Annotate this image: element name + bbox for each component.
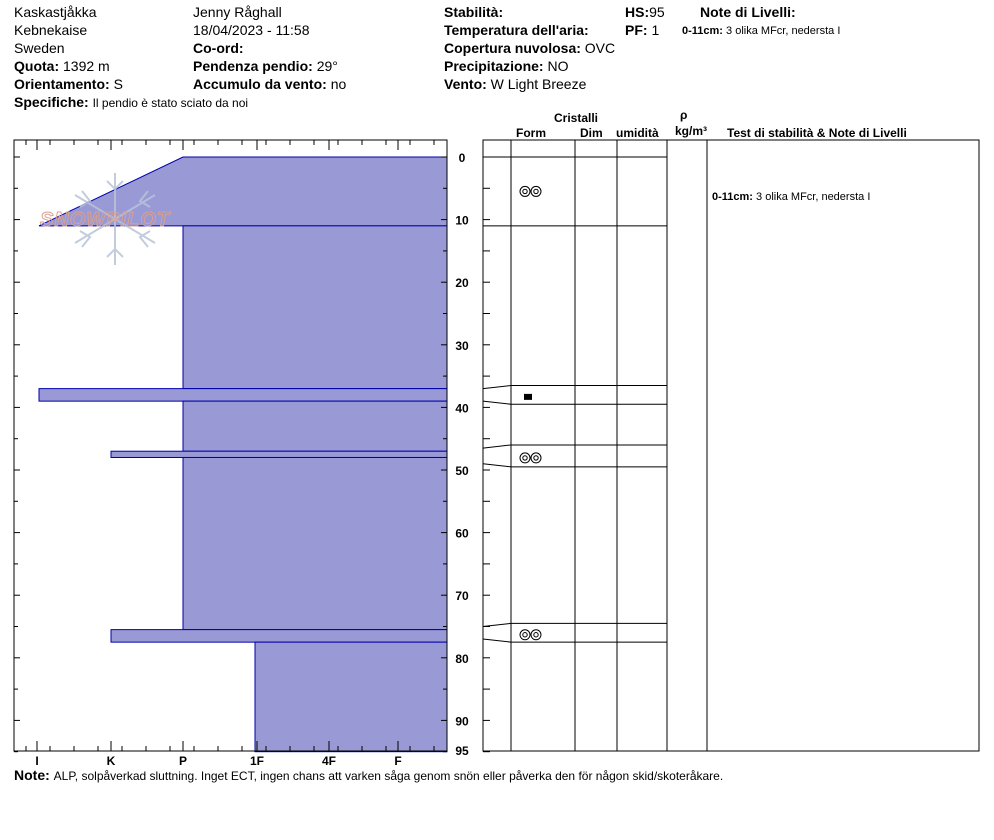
dim-header: Dim xyxy=(580,126,603,140)
density-unit-header: kg/m³ xyxy=(675,124,708,138)
pf-label: PF: xyxy=(625,22,648,38)
melt-freeze-crust-icon-inner xyxy=(523,189,527,193)
wind-loading-value: no xyxy=(330,76,347,92)
precip-value: NO xyxy=(547,58,569,74)
crystals-header: Cristalli xyxy=(554,111,599,125)
slope-label: Pendenza pendio: xyxy=(193,58,313,74)
layer-note xyxy=(712,189,870,206)
depth-label-70: 70 xyxy=(455,589,469,604)
hardness-layer-5 xyxy=(183,457,447,629)
layer-note-range: 0-11cm: xyxy=(712,191,753,203)
header-layer-note-range: 0-11cm: xyxy=(682,25,723,37)
hardness-label-K: K xyxy=(106,754,116,768)
hs-value: 95 xyxy=(649,4,665,20)
observation-datetime: 18/04/2023 - 11:58 xyxy=(193,22,310,38)
layer-notes-label: Note di Livelli: xyxy=(700,4,796,20)
cloud-value: OVC xyxy=(584,40,616,56)
observer-name: Jenny Råghall xyxy=(193,4,282,20)
hardness-label-F: F xyxy=(394,754,402,768)
wind-value: W Light Breeze xyxy=(490,76,587,92)
coord-label: Co-ord: xyxy=(193,40,244,56)
pf-value: 1 xyxy=(651,22,660,38)
depth-label-95: 95 xyxy=(455,744,469,758)
hardness-layer-2 xyxy=(39,389,447,402)
tests-header: Test di stabilità & Note di Livelli xyxy=(727,126,907,140)
crystal-connector-bottom-2 xyxy=(483,464,511,467)
melt-freeze-crust-icon xyxy=(531,453,541,463)
hardness-layer-4 xyxy=(111,451,447,457)
melt-freeze-crust-icon xyxy=(520,186,530,196)
crystal-connector-bottom-1 xyxy=(483,401,511,404)
wind-label: Vento: xyxy=(444,76,487,92)
depth-label-0: 0 xyxy=(458,151,466,165)
depth-label-40: 40 xyxy=(455,401,469,416)
humidity-header: umidità xyxy=(616,126,659,140)
hardness-layer-6 xyxy=(111,630,447,643)
depth-label-20: 20 xyxy=(455,276,469,291)
specifics-label: Specifiche: xyxy=(14,94,89,110)
aspect-value: S xyxy=(113,76,123,92)
footer-note xyxy=(14,767,723,785)
elevation-label: Quota: xyxy=(14,58,60,74)
depth-label-30: 30 xyxy=(455,338,469,353)
rho-header: ρ xyxy=(680,108,688,122)
air-temp-label: Temperatura dell'aria: xyxy=(444,22,589,38)
cloud-label: Copertura nuvolosa: xyxy=(444,40,581,56)
depth-label-80: 80 xyxy=(455,651,469,666)
hardness-layer-3 xyxy=(183,401,447,451)
crystal-connector-top-3 xyxy=(483,623,511,626)
melt-freeze-crust-icon-inner xyxy=(534,189,538,193)
melt-freeze-crust-icon xyxy=(520,630,530,640)
melt-freeze-crust-icon-inner xyxy=(534,633,538,637)
melt-freeze-crust-icon-inner xyxy=(523,633,527,637)
footer-note-text: ALP, solpåverkad sluttning. Inget ECT, ingen chans att varken såga genom snön eller påverka den för någon skid/skoteråkare. xyxy=(53,769,724,783)
melt-freeze-crust-icon xyxy=(531,630,541,640)
stability-label: Stabilità: xyxy=(444,4,504,20)
slope-value: 29° xyxy=(316,58,338,74)
area-name: Kebnekaise xyxy=(14,22,88,38)
aspect-label: Orientamento: xyxy=(14,76,110,92)
depth-label-10: 10 xyxy=(455,213,469,228)
logo-text: SNOWPILOT xyxy=(40,209,171,231)
form-header: Form xyxy=(516,126,546,140)
crystal-frame xyxy=(483,140,979,751)
hardness-label-4F: 4F xyxy=(321,754,337,768)
footer-note-label: Note: xyxy=(14,767,50,783)
depth-label-60: 60 xyxy=(455,526,469,541)
wind-loading-label: Accumulo da vento: xyxy=(193,76,327,92)
layer-note-text: 3 olika MFcr, nedersta I xyxy=(756,191,871,203)
crystal-connector-top-1 xyxy=(483,385,511,388)
ice-formation-icon xyxy=(524,394,532,400)
melt-freeze-crust-icon-inner xyxy=(534,456,538,460)
hardness-layer-7 xyxy=(255,642,447,752)
precip-label: Precipitazione: xyxy=(444,58,544,74)
depth-label-90: 90 xyxy=(455,714,469,729)
header-layer-note-text: 3 olika MFcr, nedersta I xyxy=(726,25,841,37)
hardness-label-1F: 1F xyxy=(249,754,265,768)
melt-freeze-crust-icon-inner xyxy=(523,456,527,460)
elevation-value: 1392 m xyxy=(63,58,110,74)
melt-freeze-crust-icon xyxy=(531,186,541,196)
hardness-layer-1 xyxy=(183,226,447,389)
crystal-connector-bottom-3 xyxy=(483,639,511,642)
crystal-connector-top-2 xyxy=(483,445,511,448)
hs-label: HS: xyxy=(625,4,650,20)
location-name: Kaskastjåkka xyxy=(14,4,97,20)
melt-freeze-crust-icon xyxy=(520,453,530,463)
hardness-label-P: P xyxy=(178,754,188,768)
hardness-label-I: I xyxy=(35,754,39,768)
depth-label-50: 50 xyxy=(455,464,469,478)
country-name: Sweden xyxy=(14,40,65,56)
specifics-value: Il pendio è stato sciato da noi xyxy=(92,96,249,110)
